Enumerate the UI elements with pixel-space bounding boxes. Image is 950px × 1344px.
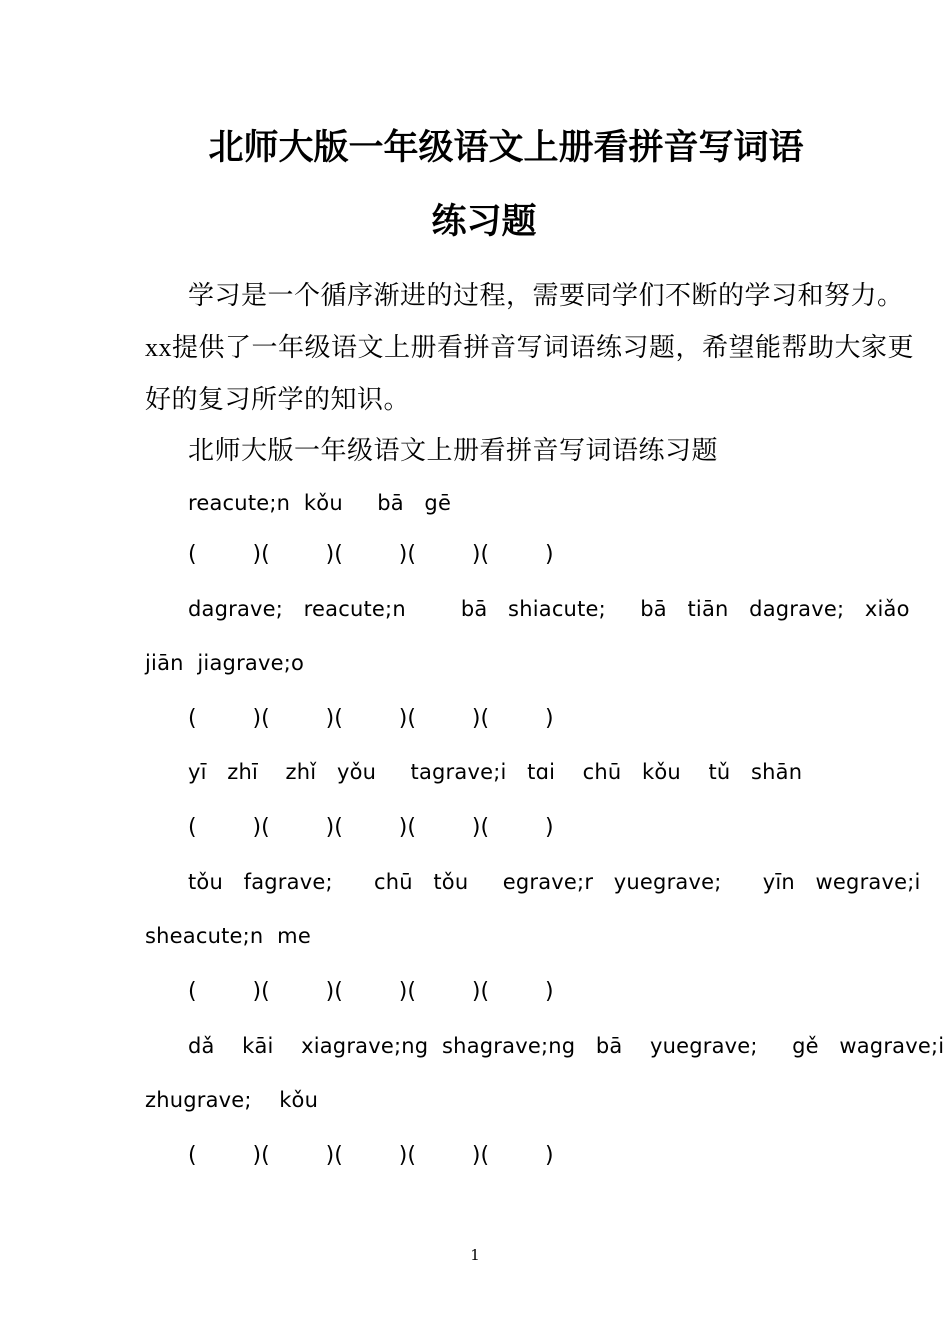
answer-blanks-line: ( )( )( )( )( ) <box>188 1143 554 1168</box>
pinyin-line: reacute;n kǒu bā gē <box>188 491 452 515</box>
intro-paragraph-line: xx提供了一年级语文上册看拼音写词语练习题，希望能帮助大家更 <box>145 333 915 362</box>
answer-blanks-line: ( )( )( )( )( ) <box>188 979 554 1004</box>
answer-blanks-line: ( )( )( )( )( ) <box>188 542 554 567</box>
pinyin-line: jiān jiagrave;o <box>145 651 305 675</box>
pinyin-line: sheacute;n me <box>145 924 311 948</box>
answer-blanks-line: ( )( )( )( )( ) <box>188 706 554 731</box>
pinyin-line: tǒu fagrave; chū tǒu egrave;r yuegrave; yīn wegrave;i <box>188 870 921 894</box>
intro-paragraph-line: 学习是一个循序渐进的过程，需要同学们不断的学习和努力。 <box>188 281 904 310</box>
exercise-heading: 北师大版一年级语文上册看拼音写词语练习题 <box>188 436 719 465</box>
page-number: 1 <box>470 1246 480 1264</box>
document-title-line2: 练习题 <box>431 202 537 241</box>
document-title-line1: 北师大版一年级语文上册看拼音写词语 <box>208 128 804 167</box>
pinyin-line: dǎ kāi xiagrave;ng shagrave;ng bā yuegrave; gě wagrave;i <box>188 1034 945 1058</box>
pinyin-line: yī zhī zhǐ yǒu tagrave;i tɑi chū kǒu tǔ shān <box>188 760 803 784</box>
pinyin-line: zhugrave; kǒu <box>145 1088 319 1112</box>
pinyin-line: dagrave; reacute;n bā shiacute; bā tiān dagrave; xiǎo <box>188 597 910 621</box>
answer-blanks-line: ( )( )( )( )( ) <box>188 815 554 840</box>
document-content <box>145 0 945 1344</box>
intro-paragraph-line: 好的复习所学的知识。 <box>145 385 411 414</box>
